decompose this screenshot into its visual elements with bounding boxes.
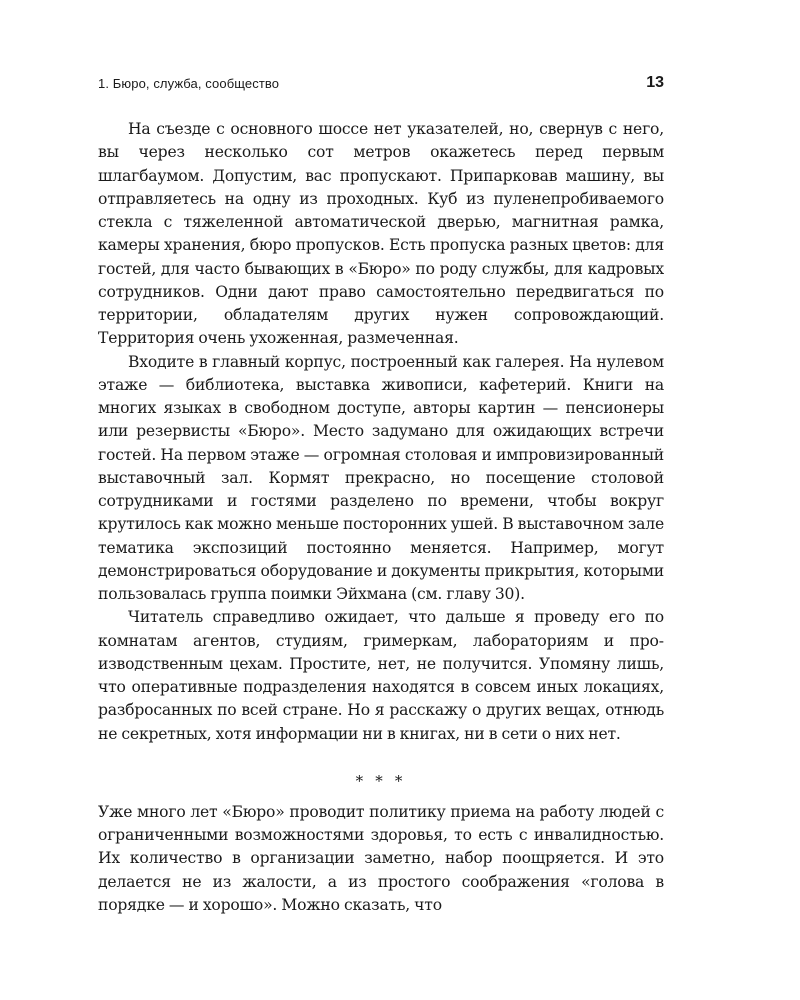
paragraph-4: Уже много лет «Бюро» проводит политику приема на работу людей с ограниченными возможностями здоровья, то есть с инвалидностью. Их количество в организации заметно, набор поощряется. И это делается не из жалости, а из простого соображения «голова в порядке — и хорошо». Можно сказать, что — [98, 802, 664, 914]
paragraph-2: Входите в главный корпус, построенный как галерея. На нулевом этаже — библиотека, выставка живописи, кафетерий. Книги на многих языках в свободном доступе, авторы картин — пенсионеры или резервисты «Бюро». Место задумано для ожидающих встречи гостей. На первом этаже — огромная столовая и импровизированный выставочный зал. Кормят прекрасно, но посещение столовой сотрудниками и гостями разделено по времени, чтобы вокруг крутилось как можно меньше посторонних ушей. В выставочном зале тематика экспозиций постоянно меняется. Например, могут демонстрироваться оборудование и документы прикрытия, которыми пользовалась группа поимки Эйхмана (см. главу 30). — [98, 352, 664, 603]
body-text — [98, 118, 664, 917]
page-number: 13 — [646, 74, 664, 91]
paragraph-3: Читатель справедливо ожидает, что дальше я проведу его по комнатам агентов, студиям, гримеркам, лабораториям и производственным цехам. Простите, нет, не получится. Упомяну лишь, что оперативные подразделения находятся в совсем иных локациях, разбросанных по всей стране. Но я расскажу о других вещах, отнюдь не секретных, хотя информации ни в книгах, ни в сети о них нет. — [98, 608, 664, 743]
section-separator: * * * — [355, 771, 407, 790]
chapter-title: 1. Бюро, служба, сообщество — [98, 76, 280, 91]
paragraph-1: На съезде с основного шоссе нет указателей, но, свернув с него, вы через несколько сот метров окажетесь перед первым шлагбаумом. Допустим, вас пропускают. Припарковав машину, вы отправляетесь на одну из проходных. Куб из пуленепробиваемого стекла с тяжеленной автоматической дверью, магнитная рамка, камеры хранения, бюро пропусков. Есть пропуска разных цветов: для гостей, для часто бывающих в «Бюро» по роду службы, для кадровых сотрудников. Одни дают право самостоятельно передвигаться по территории, обладателям других нужен сопровождающий. Территория очень ухоженная, размеченная. — [98, 120, 664, 348]
running-head — [98, 74, 664, 94]
